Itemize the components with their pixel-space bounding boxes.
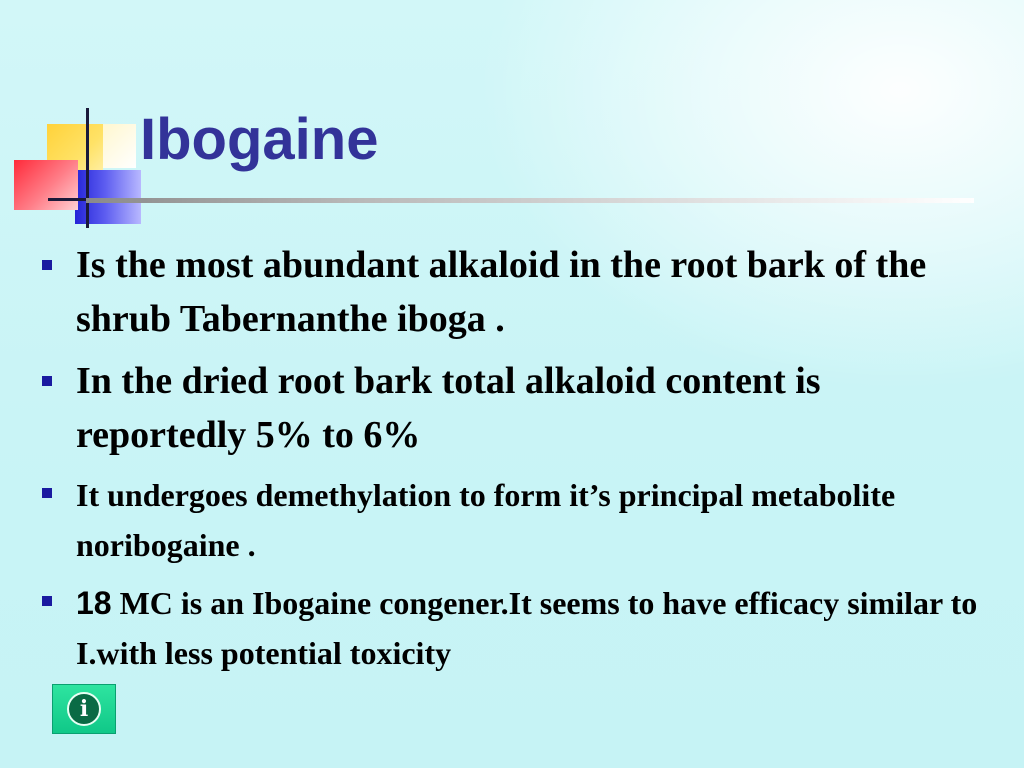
bullet-text: It undergoes demethylation to form it’s principal metabolite noribogaine . <box>76 477 896 563</box>
info-icon <box>67 692 101 726</box>
bullet-item <box>40 354 990 462</box>
bullet-square-icon <box>42 488 52 498</box>
decorative-logo <box>0 0 160 240</box>
info-glyph: i <box>79 696 89 722</box>
bullet-square-icon <box>42 260 52 270</box>
bullet-square-icon <box>42 596 52 606</box>
slide-title: Ibogaine <box>140 107 379 172</box>
title-divider <box>86 198 974 203</box>
bullet-square-icon <box>42 376 52 386</box>
bullet-number: 18 <box>76 585 112 621</box>
bullet-item <box>40 470 990 570</box>
info-button[interactable] <box>52 684 116 734</box>
bullet-text: MC is an Ibogaine congener.It seems to have efficacy similar to I.with less potential toxicity <box>76 585 978 671</box>
logo-vertical-line <box>86 108 89 228</box>
bullet-text: Is the most abundant alkaloid in the root bark of the shrub Tabernanthe iboga . <box>76 244 927 340</box>
bullet-text: In the dried root bark total alkaloid content is reportedly 5% to 6% <box>76 360 821 456</box>
bullet-item <box>40 578 990 678</box>
red-square <box>14 160 78 210</box>
blue-square <box>75 170 141 224</box>
bullet-list <box>40 238 990 678</box>
bullet-item <box>40 238 990 346</box>
